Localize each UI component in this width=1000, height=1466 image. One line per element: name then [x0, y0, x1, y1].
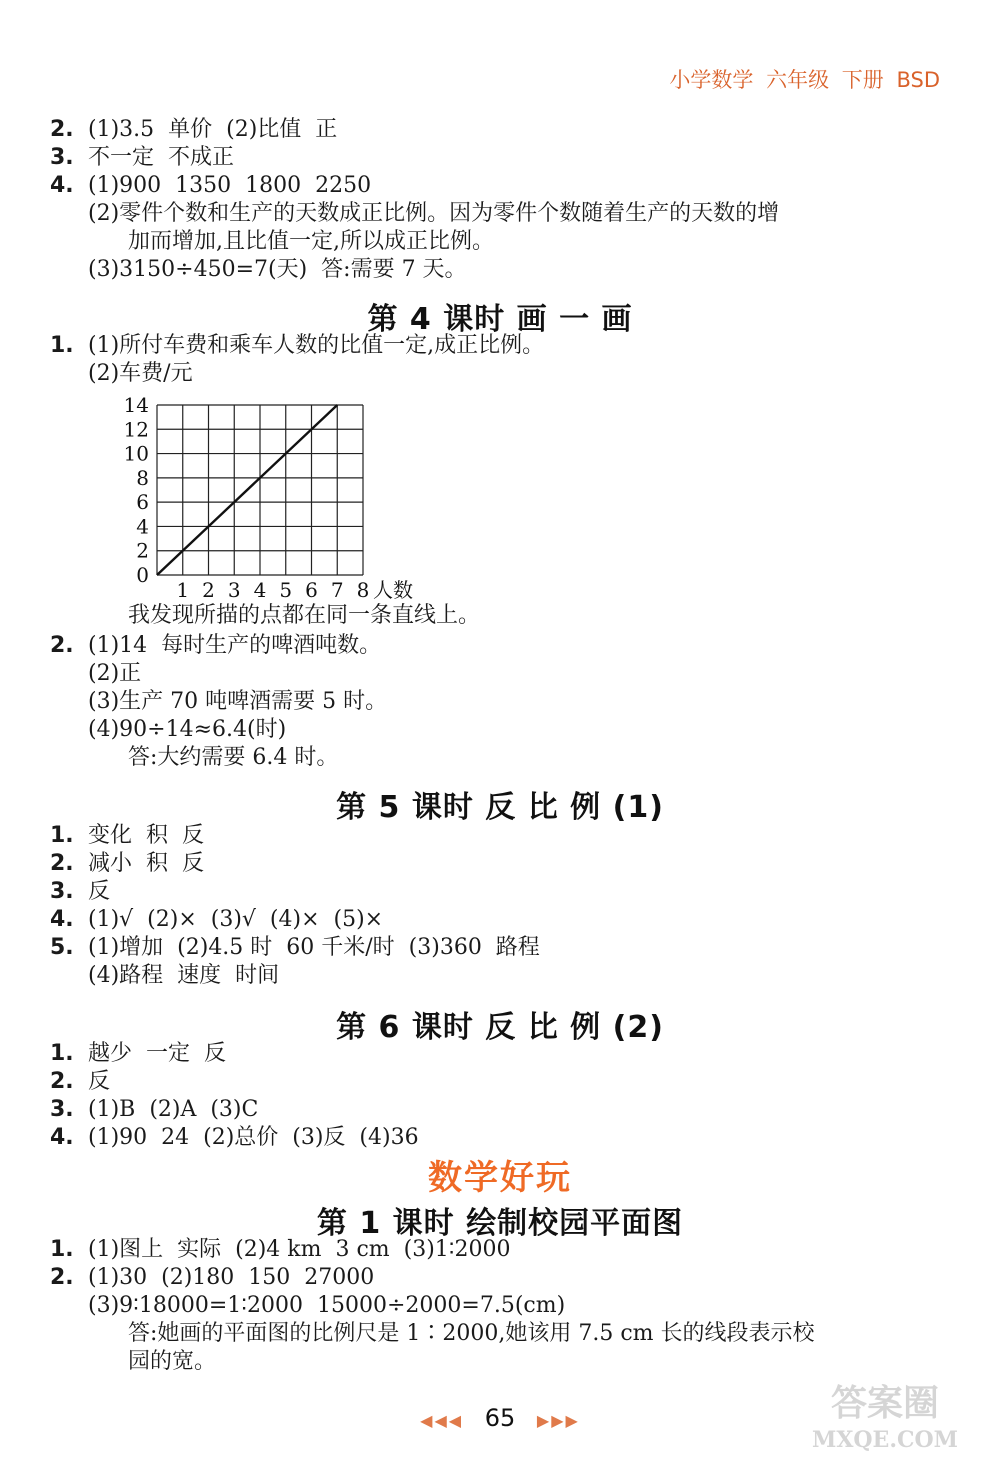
answer-line: 2. 反	[50, 1069, 111, 1094]
y-tick-label: 6	[136, 490, 149, 515]
y-tick-label: 12	[123, 417, 149, 442]
chart-ylabel-line: (2)车费/元	[88, 361, 193, 386]
x-tick-label: 2	[202, 578, 215, 602]
answer-line: (2)正	[88, 661, 142, 686]
answer-line: 3. 反	[50, 879, 111, 904]
answer-line: (2)零件个数和生产的天数成正比例。因为零件个数随着生产的天数的增	[88, 201, 780, 226]
y-tick-label: 0	[136, 563, 149, 587]
x-tick-label: 3	[227, 578, 241, 602]
answer-line: 5. (1)增加 (2)4.5 时 60 千米/时 (3)360 路程	[50, 935, 540, 960]
answer-line: 园的宽。	[128, 1349, 217, 1374]
watermark-text: 答案圈	[830, 1382, 940, 1424]
answer-line: 2. (1)3.5 单价 (2)比值 正	[50, 117, 338, 142]
x-tick-label: 8	[356, 578, 370, 602]
answer-line: 2. (1)30 (2)180 150 27000	[50, 1265, 375, 1290]
x-tick-label: 1	[176, 578, 190, 602]
page-header	[669, 64, 940, 94]
answer-line: 4. (1)√ (2)× (3)√ (4)× (5)×	[50, 907, 384, 932]
y-tick-label: 8	[136, 465, 149, 490]
answer-line: 我发现所描的点都在同一条直线上。	[128, 603, 481, 628]
answer-line: (3)9∶18000=1∶2000 15000÷2000=7.5(cm)	[88, 1293, 566, 1318]
answer-line: (3)生产 70 吨啤酒需要 5 时。	[88, 689, 388, 714]
answer-line: (4)90÷14≈6.4(时)	[88, 717, 287, 742]
answer-line: 答:她画的平面图的比例尺是 1∶2000,她该用 7.5 cm 长的线段表示校	[128, 1321, 815, 1346]
answer-line: 加而增加,且比值一定,所以成正比例。	[128, 229, 494, 254]
answer-line: 1. 变化 积 反	[50, 823, 204, 848]
answer-line: (4)路程 速度 时间	[88, 963, 280, 988]
answer-line: 4. (1)900 1350 1800 2250	[50, 173, 372, 198]
y-tick-label: 14	[123, 393, 149, 417]
x-tick-label: 6	[305, 578, 318, 602]
x-tick-label: 4	[253, 578, 267, 602]
section-title: 第 4 课时 画 一 画	[367, 302, 633, 337]
section-title: 第 6 课时 反 比 例 (2)	[336, 1010, 664, 1045]
x-tick-label: 5	[279, 578, 293, 602]
right-arrows-icon: ▶▶▶	[536, 1411, 580, 1430]
answer-line: 1. (1)图上 实际 (2)4 km 3 cm (3)1∶2000	[50, 1237, 511, 1262]
answer-line: 3. (1)B (2)A (3)C	[50, 1097, 259, 1122]
answer-line: 2. 减小 积 反	[50, 851, 204, 876]
math-fun-banner: 数学好玩	[428, 1158, 572, 1198]
header-grade: 六年级	[766, 68, 830, 92]
header-volume: 下册	[841, 68, 884, 92]
answer-line: 3. 不一定 不成正	[50, 145, 234, 170]
left-arrows-icon: ◀◀◀	[420, 1411, 464, 1430]
answer-line: 答:大约需要 6.4 时。	[128, 745, 339, 770]
answer-line: (3)3150÷450=7(天) 答:需要 7 天。	[88, 257, 467, 282]
header-edition: BSD	[896, 68, 940, 92]
page-number: 65	[484, 1404, 516, 1432]
answer-line: 2. (1)14 每时生产的啤酒吨数。	[50, 633, 382, 658]
y-tick-label: 10	[123, 441, 149, 466]
answer-line: 4. (1)90 24 (2)总价 (3)反 (4)36	[50, 1125, 419, 1150]
x-axis-label: 人数	[373, 578, 413, 602]
answer-line: 1. (1)所付车费和乘车人数的比值一定,成正比例。	[50, 333, 545, 358]
y-tick-label: 4	[136, 514, 149, 539]
watermark-logo	[790, 1375, 980, 1455]
x-tick-label: 7	[330, 578, 344, 602]
answer-line: 1. 越少 一定 反	[50, 1041, 226, 1066]
section-title: 第 5 课时 反 比 例 (1)	[336, 790, 664, 825]
header-subject: 小学数学	[669, 68, 754, 92]
section-title: 第 1 课时 绘制校园平面图	[316, 1206, 684, 1241]
watermark-url: MXQE.COM	[811, 1427, 959, 1453]
series-line	[157, 405, 337, 575]
y-tick-label: 2	[136, 538, 149, 563]
fare-chart	[110, 372, 450, 602]
